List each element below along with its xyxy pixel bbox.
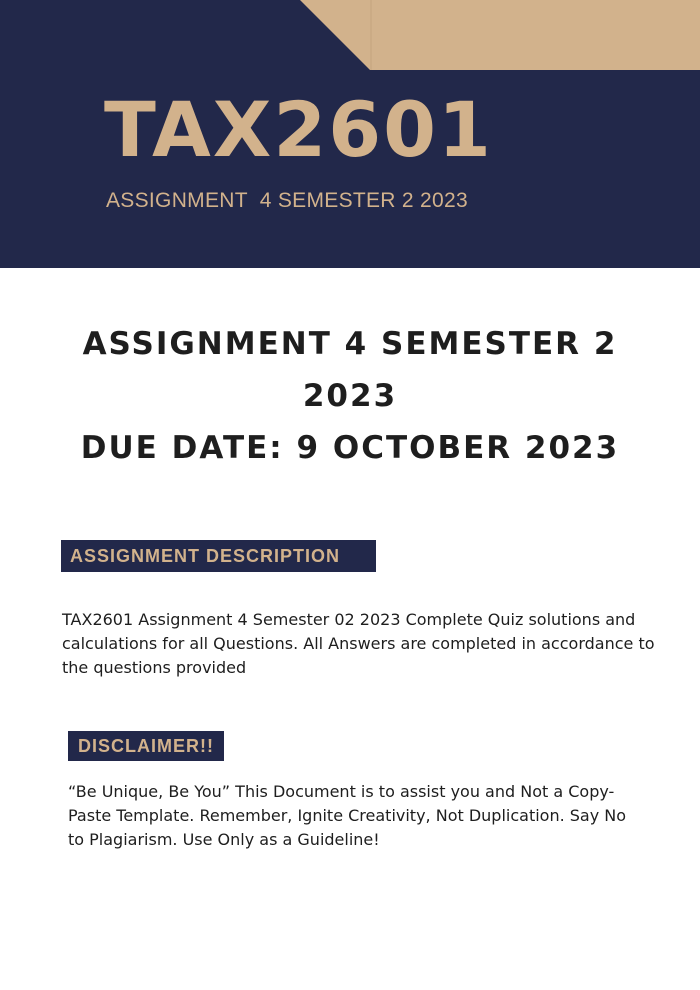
description-text: TAX2601 Assignment 4 Semester 02 2023 Complete Quiz solutions and calculations for all Questions. All Answers are completed in accordance to the questions provided	[62, 610, 655, 677]
header-subtitle: ASSIGNMENT 4 SEMESTER 2 2023	[106, 189, 468, 212]
course-code-title: TAX2601	[104, 85, 493, 174]
title-line-1: ASSIGNMENT 4 SEMESTER 2	[82, 326, 618, 362]
tan-corner-polygon	[300, 0, 700, 70]
disclaimer-text: “Be Unique, Be You” This Document is to assist you and Not a Copy-Paste Template. Remember, Ignite Creativity, Not Duplication. Say No to Plagiarism. Use Only as a Guideline!	[68, 782, 627, 849]
title-line-2: 2023	[302, 378, 398, 414]
disclaimer-label: DISCLAIMER!!	[68, 731, 224, 761]
assignment-title-block	[0, 318, 700, 474]
header-banner	[0, 0, 700, 268]
description-label: ASSIGNMENT DESCRIPTION	[61, 540, 376, 572]
due-date-line: DUE DATE: 9 OCTOBER 2023	[80, 430, 620, 466]
